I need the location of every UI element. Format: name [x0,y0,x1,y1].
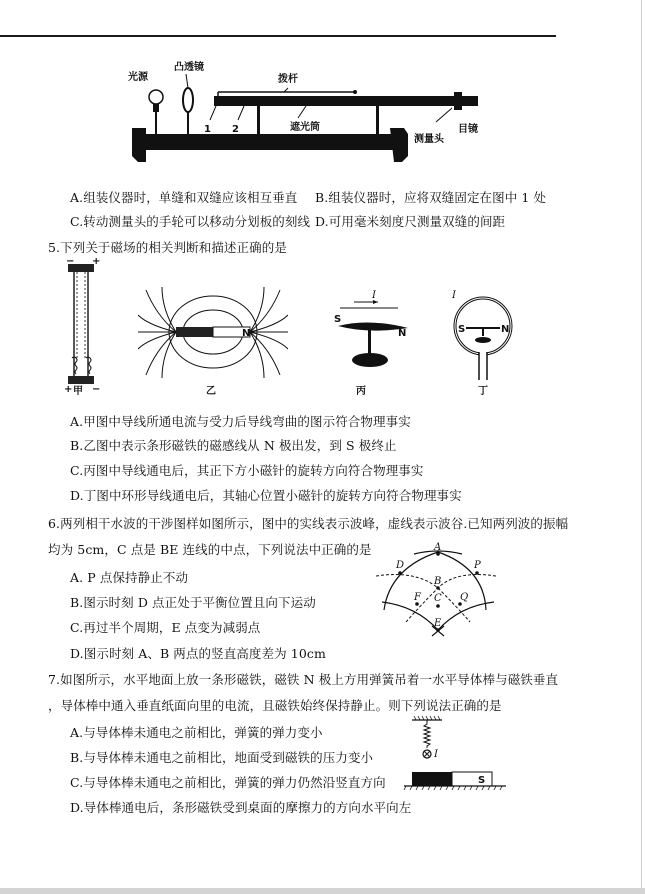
q6-stem-line2: 均为 5cm，C 点是 BE 连线的中点，下列说法中正确的是 [48,542,372,557]
svg-text:+: + [64,384,73,395]
q4-option-b: B.组装仪器时，应将双缝固定在图中 1 处 [315,190,547,205]
svg-text:C: C [434,593,442,604]
svg-text:A: A [434,542,442,553]
q7-s-pole: S [478,775,486,786]
q6-interference-figure [376,542,496,637]
svg-text:N: N [501,324,510,335]
header-rule [0,35,556,37]
q5-label-jia: 甲 [73,386,84,397]
label-measuring-head: 测量头 [414,134,444,145]
q5-figure-ding [448,288,518,383]
svg-text:S: S [458,324,466,335]
label-light-source: 光源 [128,72,148,83]
q7-current-label: I [434,749,438,760]
q7-stem-line2: ，导体棒中通入垂直纸面向里的电流，且磁铁始终保持静止。则下列说法正确的是 [48,698,502,713]
q5-option-c: C.丙图中导线通电后，其正下方小磁针的旋转方向符合物理事实 [70,463,424,478]
q5-figure-yi [138,285,288,380]
label-light-tube: 遮光筒 [290,122,320,133]
label-eyepiece: 目镜 [458,124,478,135]
q5-option-a: A.甲图中导线所通电流与受力后导线弯曲的图示符合物理事实 [70,414,411,429]
page-edge-bottom [0,888,645,894]
svg-text:S: S [334,314,342,325]
q7-option-d: D.导体棒通电后，条形磁铁受到桌面的摩擦力的方向水平向左 [70,800,412,815]
svg-text:I: I [372,290,376,301]
svg-text:−: − [92,384,101,395]
q6-stem-line1: 6.两列相干水波的干涉图样如图所示，图中的实线表示波峰，虚线表示波谷.已知两列波的振幅 [48,516,569,531]
q7-option-a: A.与导体棒未通电之前相比，弹簧的弹力变小 [70,725,323,740]
svg-text:Q: Q [460,592,469,603]
q5-figure-bing [320,290,420,385]
q7-option-c: C.与导体棒未通电之前相比，弹簧的弹力仍然沿竖直方向 [70,775,386,790]
q4-option-c: C.转动测量头的手轮可以移动分划板的刻线 [70,214,311,229]
q6-option-c: C.再过半个周期，E 点变为减弱点 [70,620,261,635]
q4-option-d: D.可用毫米刻度尺测量双缝的间距 [315,214,506,229]
q6-option-b: B.图示时刻 D 点正处于平衡位置且向下运动 [70,595,316,610]
q5-label-ding: 丁 [478,386,489,397]
q6-option-d: D.图示时刻 A、B 两点的竖直高度差为 10cm [70,646,326,661]
label-lever: 拨杆 [278,74,298,85]
q5-option-b: B.乙图中表示条形磁铁的磁感线从 N 极出发，到 S 极终止 [70,438,397,453]
page-edge [641,0,642,888]
q6-option-a: A. P 点保持静止不动 [70,570,189,585]
label-position-1: 1 [204,124,211,135]
svg-text:+: + [92,258,101,267]
svg-text:E: E [434,618,442,629]
svg-text:N: N [398,328,407,339]
svg-text:I: I [452,290,456,301]
svg-text:−: − [66,258,75,267]
q4-apparatus-figure [118,52,488,180]
q5-figure-jia [62,258,102,398]
q5-label-bing: 丙 [356,386,367,397]
q7-spring-magnet-figure [400,714,510,794]
q5-option-d: D.丁图中环形导线通电后，其轴心位置小磁针的旋转方向符合物理事实 [70,488,462,503]
q5-stem: 5.下列关于磁场的相关判断和描述正确的是 [48,240,287,255]
svg-text:B: B [434,576,442,587]
svg-text:P: P [474,560,481,571]
svg-text:D: D [396,560,405,571]
q4-option-a: A.组装仪器时，单缝和双缝应该相互垂直 [70,190,298,205]
label-position-2: 2 [232,124,239,135]
q7-stem-line1: 7.如图所示，水平地面上放一条形磁铁，磁铁 N 极上方用弹簧吊着一水平导体棒与磁铁垂直 [48,672,559,687]
label-convex-lens: 凸透镜 [174,62,204,73]
q5-label-yi: 乙 [206,386,217,397]
svg-text:F: F [414,592,421,603]
yi-n-pole: N [242,328,251,339]
q7-option-b: B.与导体棒未通电之前相比，地面受到磁铁的压力变小 [70,750,374,765]
